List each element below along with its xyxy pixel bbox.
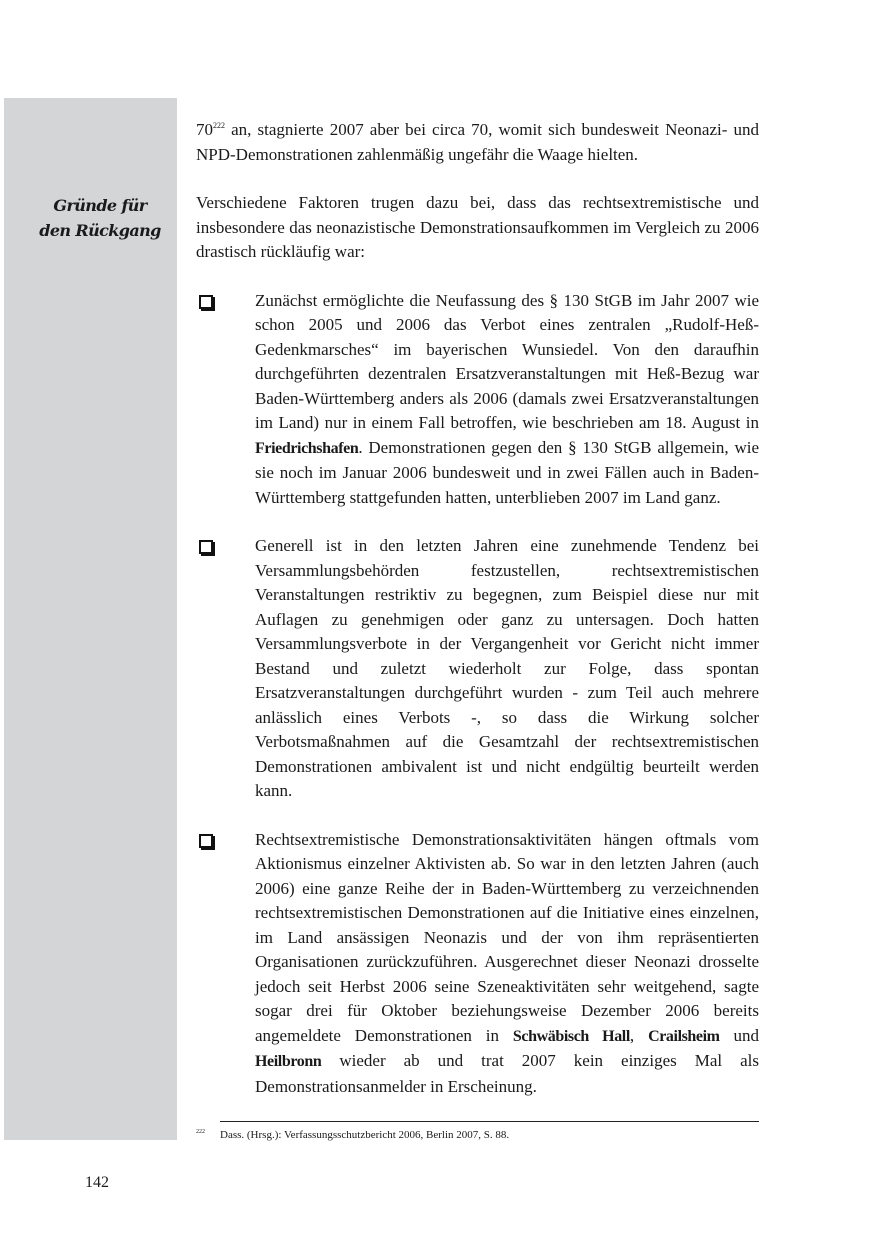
- reasons-list: [196, 289, 759, 1100]
- footnote-text: Dass. (Hrsg.): Verfassungsschutzbericht 2006, Berlin 2007, S. 88.: [220, 1129, 510, 1141]
- place-name: Friedrichshafen: [255, 439, 359, 457]
- list-item: Rechtsextremistische Demonstrationsaktivitäten hängen oftmals vom Aktionismus einzelner Aktivisten ab. So war in den letzten Jahren (auch 2006) eine ganze Reihe der in Baden-Württemberg zu verzeichnenden rechtsextremistischen Demonstrationen auf die Initiative eines einzelnen, im Land ansässigen Neonazis und der von ihm repräsentierten Organisationen zurückzuführen. Ausgerechnet dieser Neonazi drosselte jedoch seit Herbst 2006 seine Szeneaktivitäten sehr weitgehend, sagte sogar drei für Oktober beziehungsweise Dezember 2006 bereits angemeldete Demonstrationen in Schwäbisch Hall, Crailsheim und Heilbronn wieder ab und trat 2007 kein einziges Mal als Demonstrationsanmelder in Erscheinung.: [196, 828, 759, 1100]
- checkbox-bullet-icon: [199, 295, 213, 309]
- place-name: Heilbronn: [255, 1053, 322, 1070]
- list-item: Zunächst ermöglichte die Neufassung des § 130 StGB im Jahr 2007 wie schon 2005 und 2006 das Verbot eines zentralen „Rudolf-Heß-Gedenkmarsches“ im bayerischen Wunsiedel. Von den daraufhin durchgeführten dezentralen Ersatzveranstaltungen mit Heß-Bezug war Baden-Württemberg anders als 2006 (damals zwei Ersatzveranstaltungen im Land) nur in einem Fall betroffen, wie beschrieben am 18. August in Friedrichshafen. Demonstrationen gegen den § 130 StGB allgemein, wie sie noch im Januar 2006 bundesweit und in zwei Fällen auch in Baden-Württemberg stattgefunden hatten, unterblieben 2007 im Land ganz.: [196, 289, 759, 511]
- margin-sidebar: [4, 98, 177, 1140]
- footnote-number: 222: [196, 1129, 205, 1135]
- footnote-ref: 222: [213, 121, 225, 130]
- body-text: [196, 118, 759, 1099]
- checkbox-bullet-icon: [199, 834, 213, 848]
- place-name: Crailsheim: [648, 1027, 720, 1045]
- page-number: 142: [85, 1174, 109, 1191]
- margin-heading: [30, 193, 170, 243]
- margin-heading-line-1: Gründe für: [53, 196, 147, 215]
- footnote: [196, 1128, 759, 1142]
- intro-text: an, stagnierte 2007 aber bei circa 70, womit sich bundesweit Neonazi- und NPD-Demonstrationen zahlenmäßig ungefähr die Waage hielten.: [196, 120, 759, 164]
- margin-heading-line-2: den Rückgang: [39, 221, 161, 240]
- checkbox-bullet-icon: [199, 540, 213, 554]
- list-item: Generell ist in den letzten Jahren eine zunehmende Tendenz bei Versammlungsbehörden festzustellen, rechtsextremistischen Veranstaltungen restriktiv zu begegnen, zum Beispiel diese nur mit Auflagen zu genehmigen oder ganz zu untersagen. Doch hatten Versammlungsverbote in der Vergangenheit vor Gericht nicht immer Bestand und zuletzt wiederholt zur Folge, dass spontan Ersatzveranstaltungen durchgeführt wurden - zum Teil auch mehrere anlässlich eines Verbots -, so dass die Wirkung solcher Verbotsmaßnahmen auf die Gesamtzahl der rechtsextremistischen Demonstrationen ambivalent ist und nicht endgültig beurteilt werden kann.: [196, 534, 759, 804]
- paragraph-factors: Verschiedene Faktoren trugen dazu bei, dass das rechtsextremistische und insbesondere das neonazistische Demonstrationsaufkommen im Vergleich zu 2006 drastisch rückläufig war:: [196, 193, 759, 261]
- paragraph-intro: [196, 118, 759, 167]
- intro-number: 70: [196, 120, 213, 139]
- footnote-divider: [220, 1121, 759, 1122]
- place-name: Schwäbisch Hall: [512, 1027, 630, 1045]
